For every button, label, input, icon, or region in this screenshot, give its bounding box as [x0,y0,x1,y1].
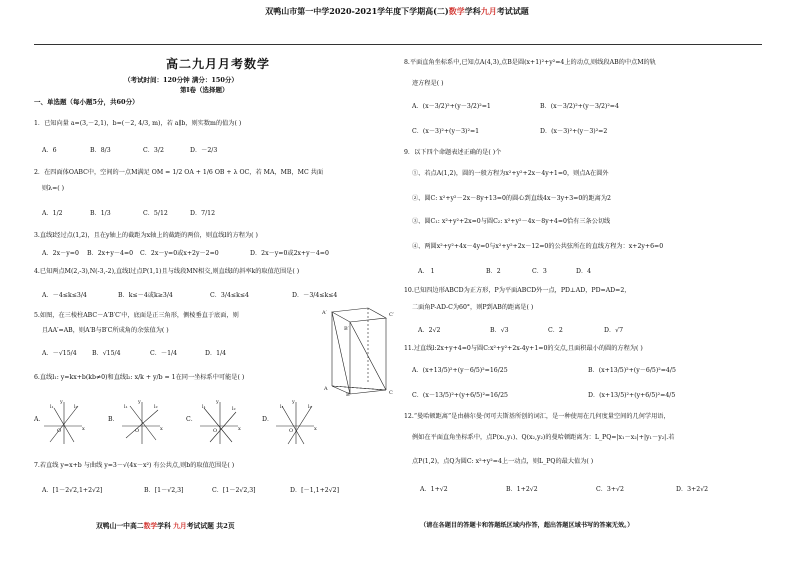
q5-option-d: D．1/4 [205,350,227,357]
q11-option-d: D．(x+13/5)²+(y+6/5)²=4/5 [588,392,676,399]
q7-option-c: C．[1－2√2,3] [212,487,256,494]
footer-subject-suffix: 学科 [157,522,174,530]
q7-option-b: B．[1－√2,3] [144,487,184,494]
q11-option-b: B．(x+13/5)²+(y－6/5)²=4/5 [588,367,676,374]
q9-item-2: ②、圆C: x²+y²－2x－8y+13=0的圆心到直线4x－3y+3=0的距离为2 [412,195,611,202]
q10-option-d: D．√7 [604,327,624,334]
q5-option-c: C．－1/4 [150,350,178,357]
graph-a-x-label: x [82,426,85,432]
graph-a-l1: l₁ [50,404,54,410]
volume-title: 第Ⅰ卷（选择题） [180,86,229,94]
label-c1: C′ [389,312,394,318]
q1-stem: 1．已知向量 a=(3,－2,1)，b=(－2, 4/3, m)，若 a∥b，则实数m的值为( ) [34,120,242,127]
q12-option-a: A．1+√2 [420,486,448,493]
q6-option-d: D． [262,416,274,423]
q6-option-b: B． [108,416,119,423]
q10-option-c: C．2 [548,327,563,334]
graph-c-line-2 [210,412,236,442]
graph-b [122,399,163,444]
label-a1: A′ [322,310,327,316]
header-exam: 考试试题 [496,6,529,16]
q2-option-c: C．5/12 [143,210,168,217]
graph-d-line-2 [288,406,312,444]
footer-left [96,520,235,530]
q7-stem: 7.若直线 y=x+b 与曲线 y=3－√(4x－x²) 有公共点,则b的取值范围是( ) [34,462,235,469]
graph-b-origin: O [135,428,140,434]
graph-a [44,399,85,444]
footer-notice: （请在各题目的答题卡和答题纸区域内作答，超出答题区域书写的答案无效。） [420,522,634,529]
q2-option-b: B．1/3 [90,210,111,217]
q1-option-d: D．－2/3 [190,147,218,154]
q7-option-a: A．[1－2√2,1+2√2] [42,487,103,494]
graph-d-origin: O [289,428,294,434]
graph-c-origin: O [213,428,218,434]
q1-option-a: A．6 [42,147,57,154]
q1-option-c: C．3/2 [143,147,164,154]
graph-b-l2: l₂ [154,404,158,410]
q10-stem-1: 10.已知四边形ABCD为正方形，P为平面ABCD外一点，PD⊥AD，PD=AD=2， [404,287,631,294]
footer-subject: 数学 [143,522,158,530]
q7-option-d: D．[－1,1+2√2] [290,487,340,494]
q4-option-b: B．k≤－4或k≥3/4 [118,292,173,299]
footer-month: 九月 [173,522,187,530]
q9-item-4: ④、两圆x²+y²+4x－4y=0与x²+y²+2x－12=0的公共弦所在的直线方程为：x+2y+6=0 [412,243,664,250]
q11-option-c: C．(x－13/5)²+(y+6/5)²=16/25 [412,392,508,399]
q2-option-d: D．7/12 [190,210,216,217]
q9-option-d: D．4 [576,268,592,275]
graph-c-y-label: y [216,399,219,405]
graph-b-l1: l₁ [124,404,128,410]
q3-option-c: C．2x－y=0或x+2y－2=0 [140,250,219,257]
page-title: 高二九月月考数学 [166,57,271,71]
q2-stem-2: 则λ=( ) [42,185,65,192]
q11-option-a: A．(x+13/5)²+(y－6/5)²=16/25 [412,367,508,374]
q12-stem-2: 例如在平面直角坐标系中，点P(x₁,y₁)、Q(x₂,y₂)的曼哈顿距离为：L_PQ=|x₁－x₂|+|y₁－y₂|.若 [412,434,675,441]
q6-option-a: A． [34,416,45,423]
header-divider [34,44,762,45]
q10-option-b: B．√3 [490,327,509,334]
graph-b-y-label: y [138,399,141,405]
q9-stem: 9．以下四个命题表述正确的是( )个 [404,149,502,156]
q3-stem: 3.直线l经过点(1,2)，且在y轴上的截距为x轴上的截距的两倍，则直线l的方程为( ) [34,232,258,239]
q4-option-a: A．－4≤k≤3/4 [42,292,87,299]
q9-option-a: A． 1 [418,268,435,275]
q8-option-c: C．(x－3)²+(y－3)²=1 [412,128,480,135]
q5-option-b: B．√15/4 [92,350,121,357]
q3-option-b: B．2x+y－4=0 [87,250,134,257]
prism-figure [322,306,398,396]
section-title: 一、单选题（每小题5分，共60分） [34,98,139,106]
q2-option-a: A．1/2 [42,210,63,217]
q1-option-b: B．8/3 [90,147,111,154]
prism-base-face [332,386,386,394]
q4-option-c: C．3/4≤k≤4 [210,292,249,299]
label-b: B [346,392,350,396]
q3-option-a: A．2x－y=0 [42,250,79,257]
graph-c-l2: l₂ [232,406,236,412]
graph-a-origin: O [57,428,62,434]
header-month: 九月 [480,6,497,16]
graph-a-y-label: y [60,399,63,405]
label-a: A [324,386,328,392]
graph-d-line-1 [282,406,304,444]
prism-top-face [332,308,386,322]
q5-option-a: A．－√15/4 [42,350,77,357]
graph-b-line-2 [130,406,156,440]
graph-a-l2: l₂ [74,404,78,410]
q2-stem-1: 2．在四面体OABC中，空间的一点M满足 OM = 1/2 OA + 1/6 OB + λ OC，若 MA，MB，MC 共面 [34,169,324,176]
footer-school: 双鸭山一中高二 [96,522,144,530]
q9-item-3: ③、圆C₁: x²+y²+2x=0与圆C₂: x²+y²－4x－8y+4=0恰有三条公切线 [412,218,611,225]
header-subject-suffix: 学科 [464,6,481,16]
q12-option-b: B．1+2√2 [506,486,538,493]
header-subject: 数学 [448,6,465,16]
q9-item-1: ①、若点A(1,2)，圆的一般方程为x²+y²+2x－4y+1=0，则点A在圆外 [412,170,609,177]
q8-option-b: B．(x－3/2)²+(y－3/2)²=4 [540,103,619,110]
q12-stem-1: 12.“曼哈顿距离”是由赫尔曼·闵可夫斯基所创的词汇，是一种使用在几何度量空间的几何学用语， [404,413,670,420]
q10-option-a: A．2√2 [418,327,441,334]
graph-c-l1: l₁ [202,404,206,410]
q12-option-d: D．3+2√2 [676,486,709,493]
q9-option-b: B．2 [486,268,501,275]
footer-pages: 考试试题 共2页 [186,522,235,530]
label-c: C [389,390,393,396]
graph-d-l1: l₁ [280,404,284,410]
graph-c-line-1 [204,408,232,442]
q10-stem-2: 二面角P-AD-C为60°，则P到AB的距离是( ) [412,304,534,311]
q3-option-d: D．2x－y=0或2x+y－4=0 [250,250,329,257]
q8-stem-1: 8.平面直角坐标系中,已知点A(4,3),点B是圆(x+1)²+y²=4上的动点,则线段AB的中点M的轨 [404,59,656,66]
q8-option-a: A．(x－3/2)²+(y－3/2)²=1 [412,103,491,110]
graph-d-y-label: y [292,399,295,405]
q9-option-c: C．3 [532,268,547,275]
graph-d [276,399,317,444]
q8-stem-2: 迹方程是( ) [412,80,444,87]
q12-stem-3: 点P(1,2)，点Q为圆C: x²+y²=4上一动点，则L_PQ的最大值为( ) [412,458,594,465]
graph-d-x-label: x [314,426,317,432]
exam-header [0,6,794,17]
q5-stem-2: 且AA′=AB，则A′B与B′C所成角的余弦值为( ) [42,327,169,334]
q12-option-c: C．3+√2 [596,486,624,493]
q4-option-d: D．－3/4≤k≤4 [292,292,338,299]
graph-b-x-label: x [160,426,163,432]
q6-graphs [42,398,342,448]
graph-d-l2: l₂ [308,404,312,410]
q11-stem: 11.过直线l:2x+y+4=0与圆C:x²+y²+2x-4y+1=0的交点,且面积最小的圆的方程为( ) [404,345,643,352]
q5-stem-1: 5.如图，在三棱柱ABC－A′B′C′中，底面是正三角形，侧棱垂直于底面，则 [34,312,239,319]
graph-c [200,399,241,444]
q8-option-d: D．(x－3)²+(y－3)²=2 [540,128,608,135]
exam-info: （考试时间：120分钟 满分：150分） [124,76,238,84]
q4-stem: 4.已知两点M(2,-3),N(-3,-2),直线l过点P(1,1)且与线段MN相交,则直线l的斜率k的取值范围是( ) [34,268,300,275]
q6-stem: 6.直线l₁: y=kx+b(kb≠0)和直线l₂: x/k + y/b = 1在同一坐标系中可能是( ) [34,374,245,381]
segment-a1b [332,312,350,394]
header-school: 双鸭山市第一中学2020-2021学年度下学期高(二) [265,6,449,16]
q6-option-c: C． [186,416,197,423]
label-b1: B′ [344,326,349,332]
graph-c-x-label: x [238,426,241,432]
